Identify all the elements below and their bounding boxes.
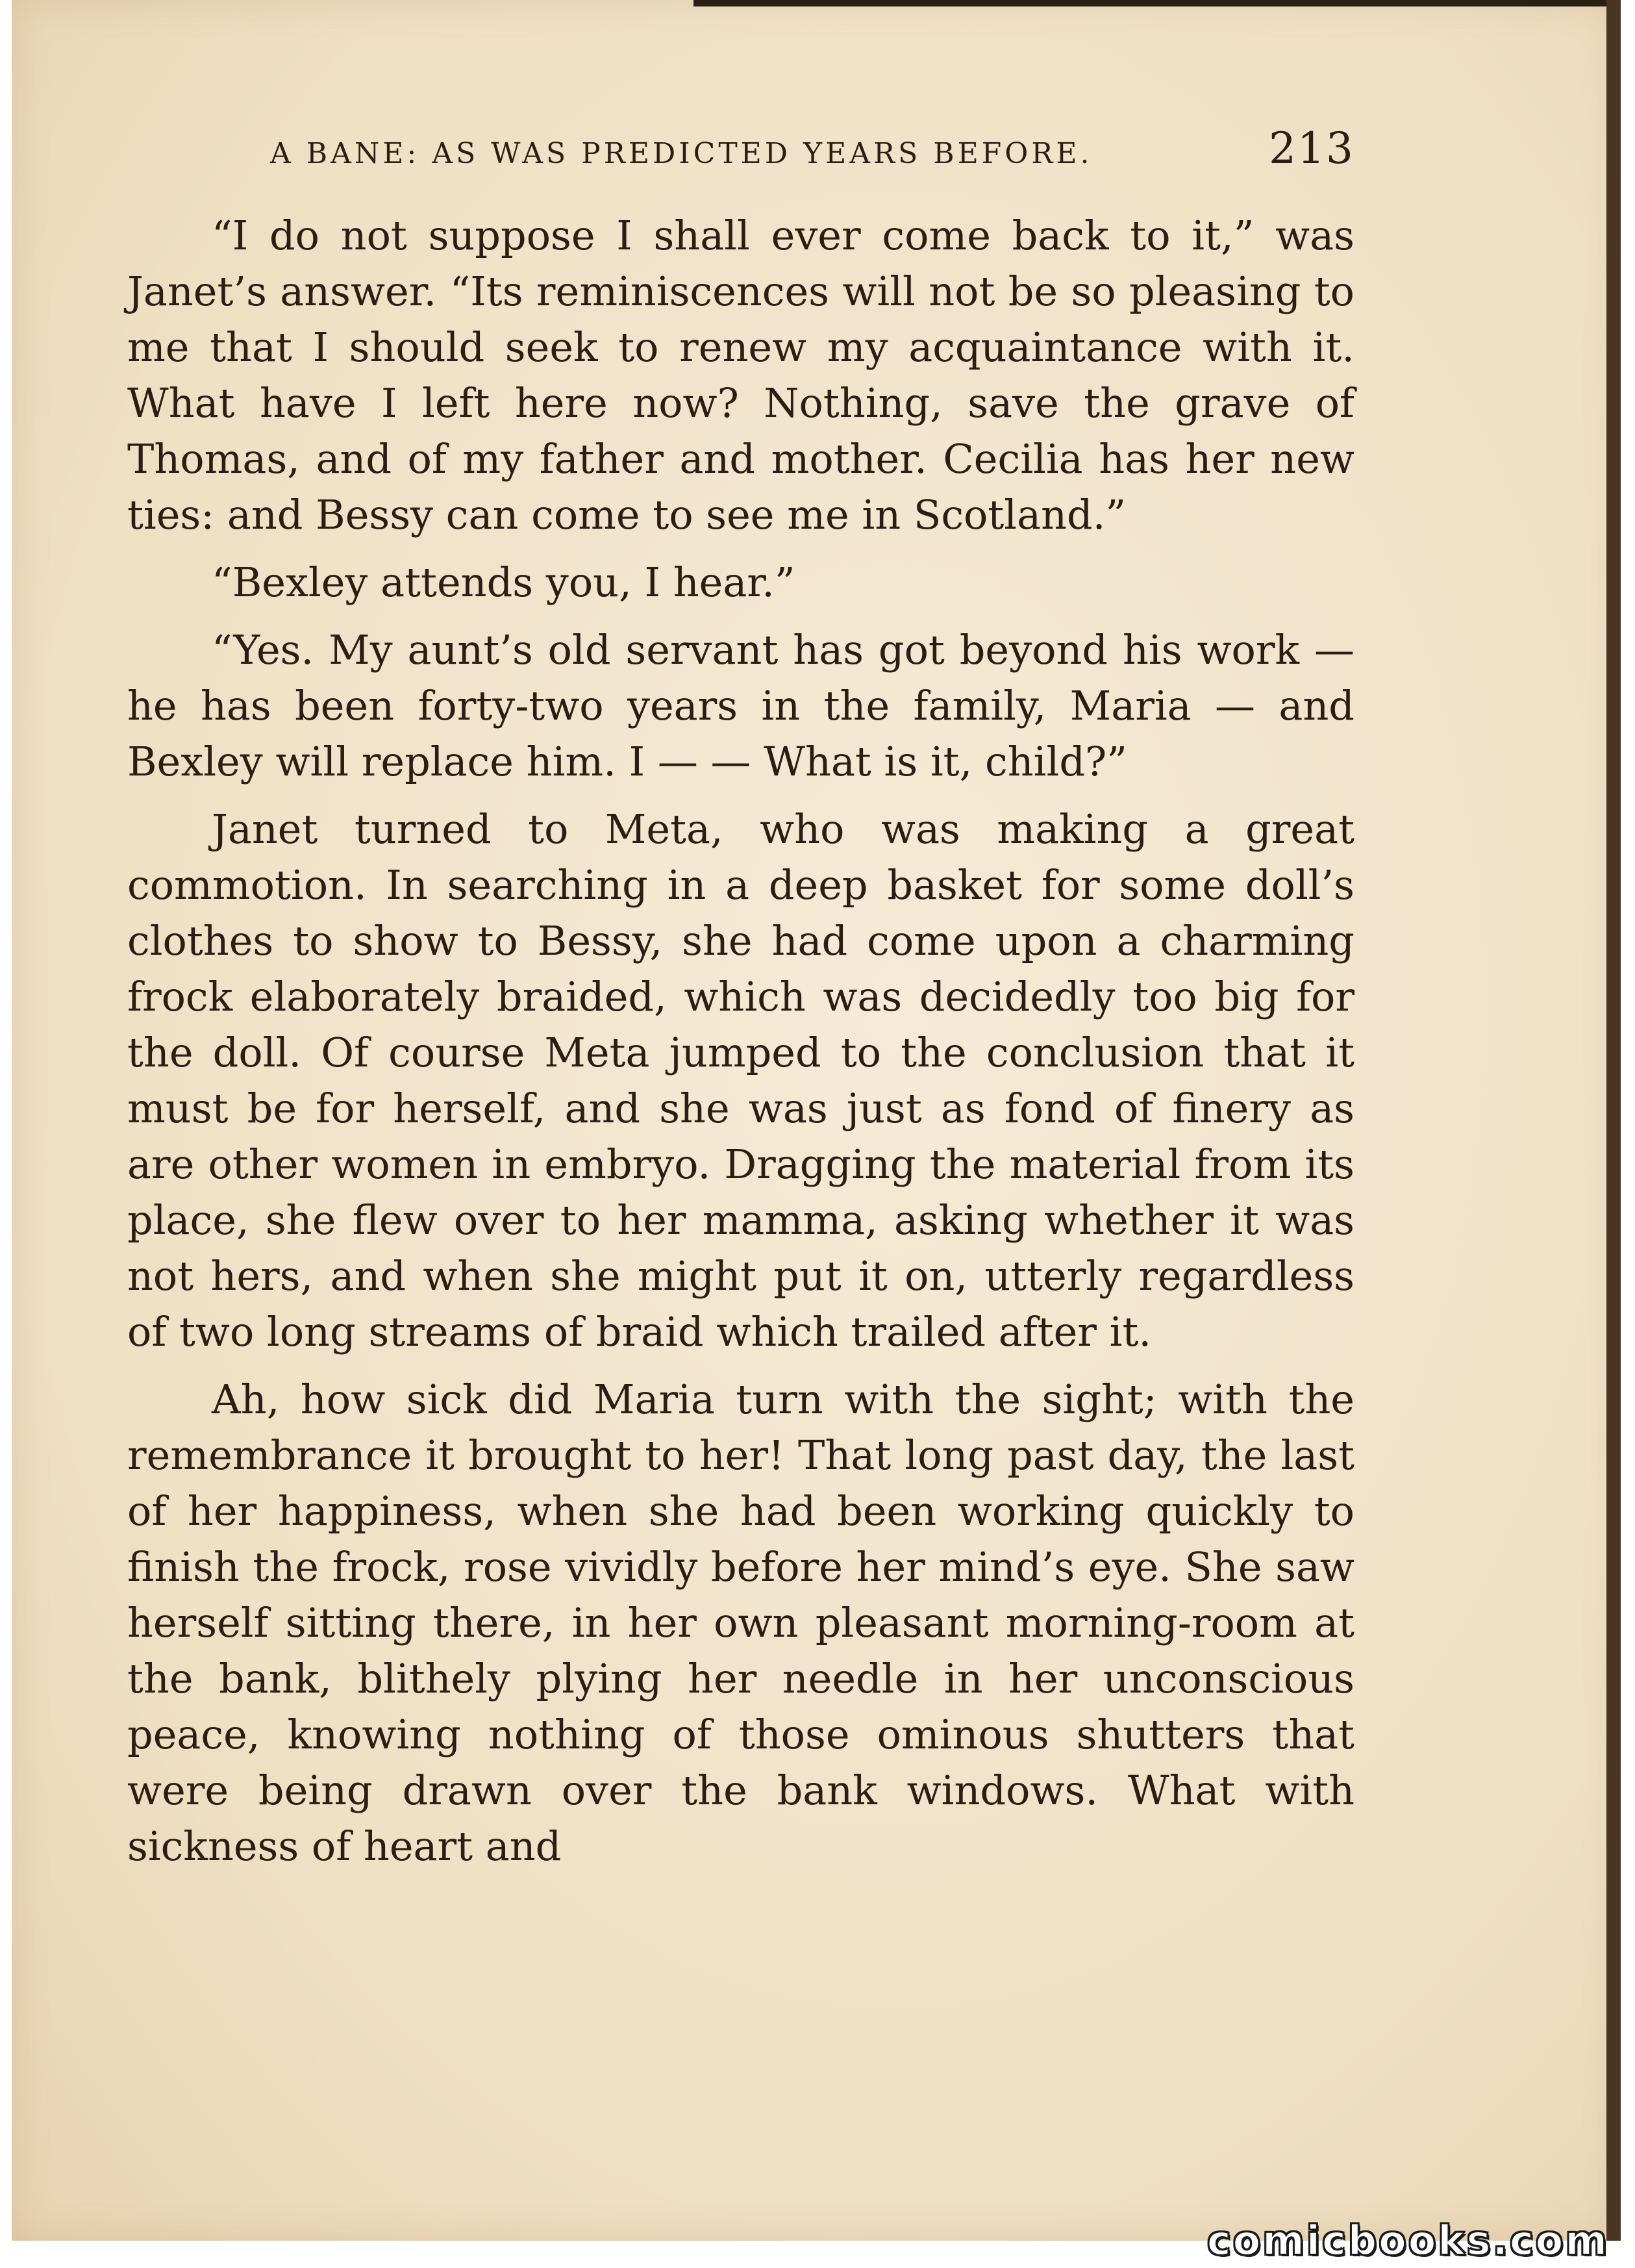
paragraph-3: “Yes. My aunt’s old servant has got beyond his work — he has been forty-two years in the family, Maria — and Bexley will replace him. I — — What is it, child?” (127, 626, 1354, 785)
running-title: A BANE: AS WAS PREDICTED YEARS BEFORE. (270, 137, 1093, 170)
paragraph-5: Ah, how sick did Maria turn with the sight; with the remembrance it brought to her! That long past day, the last of her happiness, when she had been working quickly to finish the frock, rose vividly before her mind’s eye. She saw herself sitting there, in her own pleasant morning-room at the bank, blithely plying her needle in her unconscious peace, knowing nothing of those ominous shutters that were being drawn over the bank windows. What with sickness of heart and (127, 1376, 1354, 1870)
page-number: 213 (1269, 123, 1354, 173)
paragraph-1: “I do not suppose I shall ever come back to it,” was Janet’s answer. “Its reminiscences will not be so pleasing to me that I should seek to renew my acquaintance with it. What have I left here now? Nothing, save the grave of Thomas, and of my father and mother. Cecilia has her new ties: and Bessy can come to see me in Scotland.” (127, 212, 1354, 538)
page-binding-edge (1606, 0, 1621, 2241)
book-page (12, 0, 1621, 2241)
page-top-edge (693, 0, 1621, 6)
paragraph-2: “Bexley attends you, I hear.” (212, 559, 795, 606)
page-content (127, 123, 1354, 1886)
running-head (270, 123, 1354, 182)
paragraph-4: Janet turned to Meta, who was making a great commotion. In searching in a deep basket for some doll’s clothes to show to Bessy, she had come upon a charming frock elaborately braided, which was decidedly too big for the doll. Of course Meta jumped to the conclusion that it must be for herself, and she was just as fond of finery as are other women in embryo. Dragging the material from its place, she flew over to her mamma, asking whether it was not hers, and when she might put it on, utterly regardless of two long streams of braid which trailed after it. (127, 805, 1354, 1355)
site-watermark: comicbooks.com (1206, 2217, 1609, 2264)
